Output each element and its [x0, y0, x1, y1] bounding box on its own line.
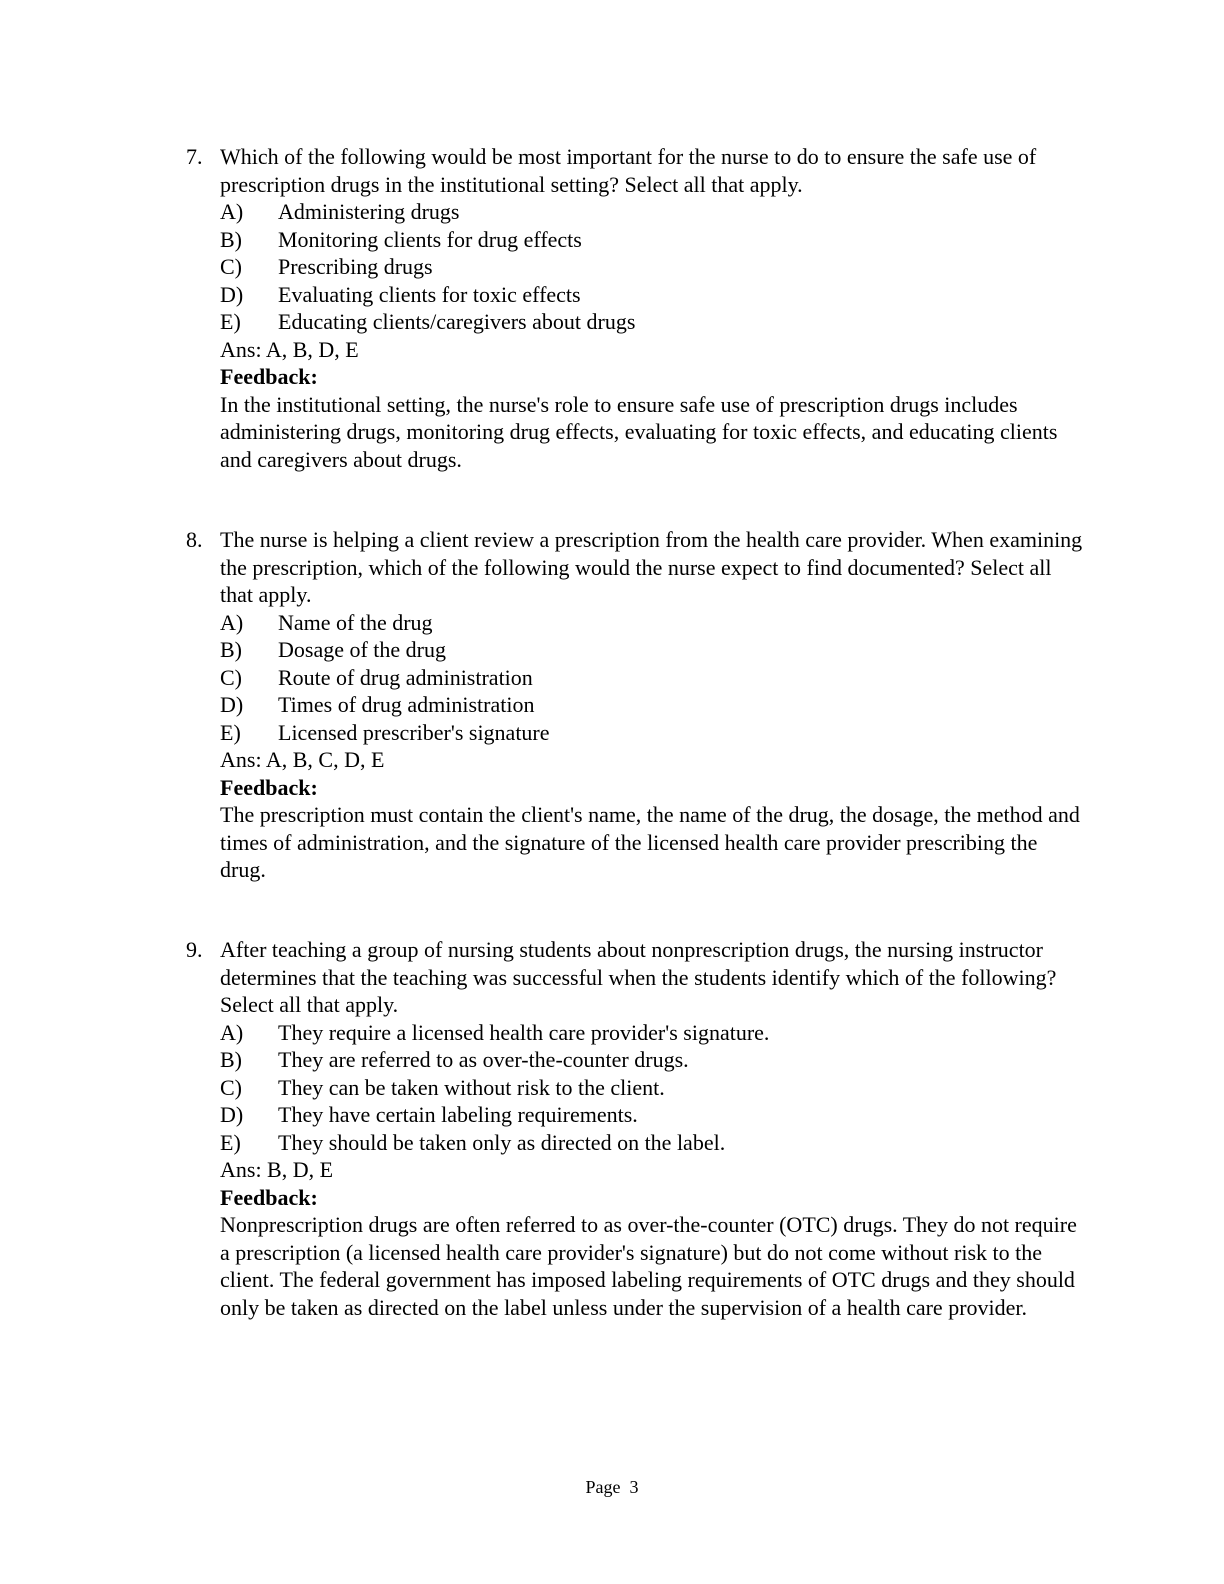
option-text: They should be taken only as directed on the label.: [278, 1129, 726, 1155]
option-text: Dosage of the drug: [278, 637, 447, 662]
question-body: [220, 143, 1086, 473]
option-letter: A): [220, 1019, 244, 1045]
option-text: Monitoring clients for drug effects: [278, 226, 582, 252]
feedback-heading: Feedback:: [220, 1184, 318, 1210]
option-letter: D): [220, 1102, 244, 1127]
option-list: [220, 609, 1086, 747]
option-b: [220, 1046, 1086, 1074]
question-stem: Which of the following would be most important for the nurse to do to ensure the safe use of prescription drugs in the institutional setting? Select all that apply.: [220, 144, 1037, 197]
option-text: They are referred to as over-the-counter drugs.: [278, 1047, 689, 1072]
option-d: [220, 1101, 1086, 1129]
question-body: [220, 526, 1086, 884]
question-7: [186, 143, 1086, 473]
option-c: [220, 664, 1086, 692]
option-text: Administering drugs: [278, 199, 460, 224]
page-footer: [0, 1475, 1224, 1499]
option-text: They can be taken without risk to the client.: [278, 1074, 665, 1100]
question-body: [220, 936, 1086, 1321]
option-letter: D): [220, 281, 244, 307]
answer-line: Ans: B, D, E: [220, 1157, 334, 1182]
option-letter: A): [220, 609, 244, 635]
question-number: 9.: [186, 937, 203, 962]
option-b: [220, 226, 1086, 254]
option-text: They have certain labeling requirements.: [278, 1102, 638, 1127]
answer-line: Ans: A, B, D, E: [220, 336, 359, 362]
question-row: [186, 143, 1086, 473]
option-d: [220, 281, 1086, 309]
option-a: [220, 1019, 1086, 1047]
option-letter: D): [220, 692, 244, 717]
option-e: [220, 1129, 1086, 1157]
option-letter: E): [220, 1129, 241, 1155]
question-8: [186, 526, 1086, 884]
option-letter: A): [220, 199, 244, 224]
option-letter: B): [220, 226, 242, 252]
option-letter: C): [220, 1074, 242, 1100]
option-c: [220, 253, 1086, 281]
question-number: 7.: [186, 144, 203, 169]
page-number: Page 3: [585, 1477, 639, 1497]
option-text: Prescribing drugs: [278, 254, 433, 279]
option-c: [220, 1074, 1086, 1102]
feedback-text: Nonprescription drugs are often referred to as over-the-counter (OTC) drugs. They do not require a prescription (a licensed health care provider's signature) but do not come without risk to the client. The federal government has imposed labeling requirements of OTC drugs and they should only be taken as directed on the label unless under the supervision of a health care provider.: [220, 1212, 1077, 1320]
feedback-heading: Feedback:: [220, 774, 318, 800]
option-letter: E): [220, 719, 241, 745]
option-letter: C): [220, 664, 242, 690]
feedback-text: In the institutional setting, the nurse's role to ensure safe use of prescription drugs includes administering drugs, monitoring drug effects, evaluating for toxic effects, and educating clients and caregivers about drugs.: [220, 391, 1058, 472]
option-list: [220, 1019, 1086, 1157]
option-text: They require a licensed health care provider's signature.: [278, 1019, 770, 1045]
question-stem: The nurse is helping a client review a prescription from the health care provider. When examining the prescription, which of the following would the nurse expect to find documented? Select all that apply.: [220, 527, 1083, 607]
option-letter: E): [220, 309, 241, 334]
question-row: [186, 526, 1086, 884]
option-letter: B): [220, 637, 242, 662]
option-letter: C): [220, 254, 242, 279]
option-e: [220, 308, 1086, 336]
option-text: Times of drug administration: [278, 692, 535, 717]
question-stem: After teaching a group of nursing students about nonprescription drugs, the nursing instructor determines that the teaching was successful when the students identify which of the following? Select all that apply.: [220, 937, 1057, 1017]
answer-line: Ans: A, B, C, D, E: [220, 747, 385, 772]
option-text: Name of the drug: [278, 609, 433, 635]
option-e: [220, 719, 1086, 747]
option-a: [220, 198, 1086, 226]
feedback-heading: Feedback:: [220, 364, 318, 389]
option-text: Evaluating clients for toxic effects: [278, 281, 581, 307]
option-a: [220, 609, 1086, 637]
option-d: [220, 691, 1086, 719]
option-b: [220, 636, 1086, 664]
question-9: [186, 936, 1086, 1321]
question-number: 8.: [186, 527, 203, 552]
question-row: [186, 936, 1086, 1321]
option-text: Route of drug administration: [278, 664, 533, 690]
option-text: Licensed prescriber's signature: [278, 719, 550, 745]
feedback-text: The prescription must contain the client's name, the name of the drug, the dosage, the method and times of administration, and the signature of the licensed health care provider prescribing the drug.: [220, 802, 1080, 882]
option-list: [220, 198, 1086, 336]
option-text: Educating clients/caregivers about drugs: [278, 309, 636, 334]
option-letter: B): [220, 1047, 242, 1072]
